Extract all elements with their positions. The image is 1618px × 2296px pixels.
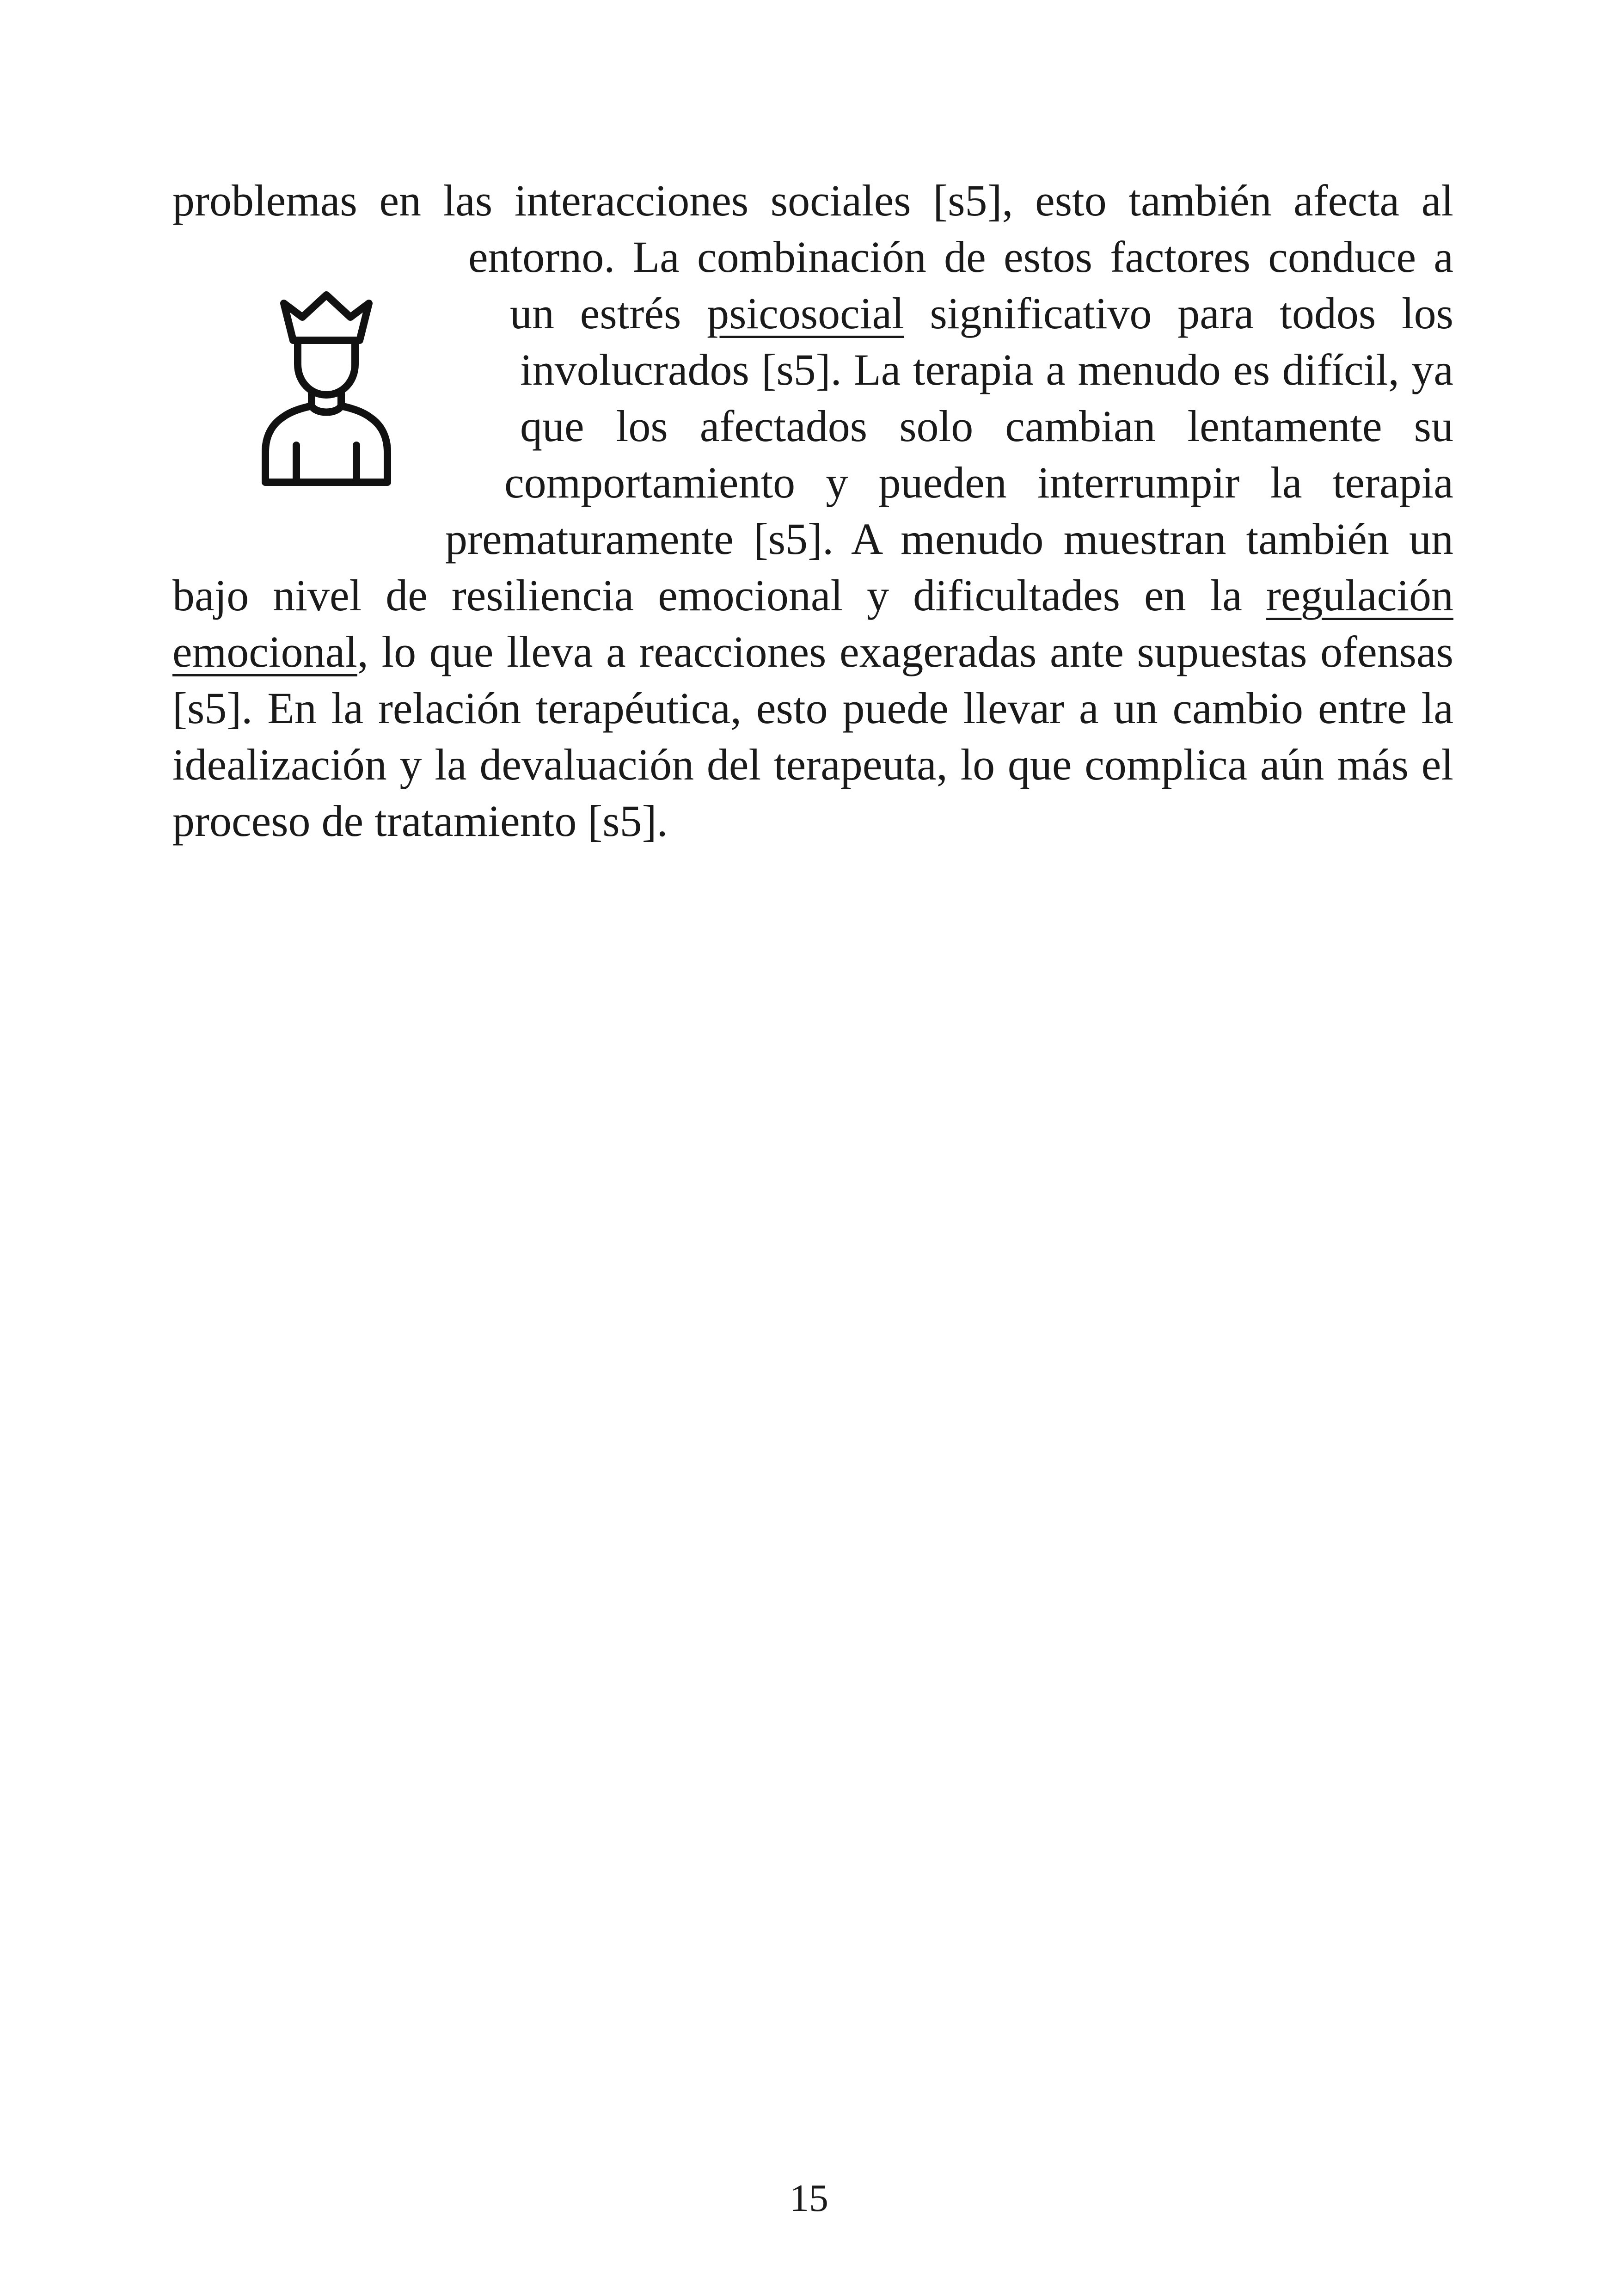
- text-line: [172, 793, 1453, 849]
- text-segment: involucrados [s5]. La terapia a menudo es difícil, ya: [520, 345, 1453, 394]
- body-paragraph: [172, 172, 1453, 849]
- text-segment: un estrés: [510, 289, 707, 338]
- text-segment: proceso de tratamiento [s5].: [172, 796, 668, 846]
- text-segment: idealización y la devaluación del terapeuta, lo que complica aún más el: [172, 740, 1453, 789]
- text-segment: [s5]. En la relación terapéutica, esto puede llevar a un cambio entre la: [172, 683, 1453, 733]
- text-line: [520, 342, 1453, 398]
- text-segment: que los afectados solo cambian lentamente su: [520, 401, 1453, 451]
- underlined-term: emocional: [172, 627, 357, 676]
- underlined-term: regulación: [1266, 571, 1453, 620]
- text-line: [172, 567, 1453, 624]
- text-segment: entorno. La combinación de estos factores conduce a: [468, 232, 1453, 282]
- text-line: [504, 454, 1453, 511]
- text-line: [172, 680, 1453, 737]
- text-segment: prematuramente [s5]. A menudo muestran también un: [445, 514, 1453, 564]
- text-line: [468, 229, 1453, 285]
- text-line: [520, 398, 1453, 454]
- text-segment: problemas en las interacciones sociales [s5], esto también afecta al: [172, 176, 1453, 225]
- text-line: [510, 285, 1453, 342]
- text-segment: bajo nivel de resiliencia emocional y dificultades en la: [172, 571, 1266, 620]
- text-line: [172, 624, 1453, 680]
- text-line: [172, 737, 1453, 793]
- underlined-term: psicosocial: [707, 289, 904, 338]
- text-line: [445, 511, 1453, 567]
- page-number: 15: [790, 2177, 828, 2220]
- text-segment: , lo que lleva a reacciones exageradas ante supuestas ofensas: [357, 627, 1453, 676]
- crowned-person-icon: [257, 290, 396, 489]
- text-segment: significativo para todos los: [904, 289, 1454, 338]
- text-line: [172, 172, 1453, 229]
- text-segment: comportamiento y pueden interrumpir la terapia: [504, 458, 1453, 507]
